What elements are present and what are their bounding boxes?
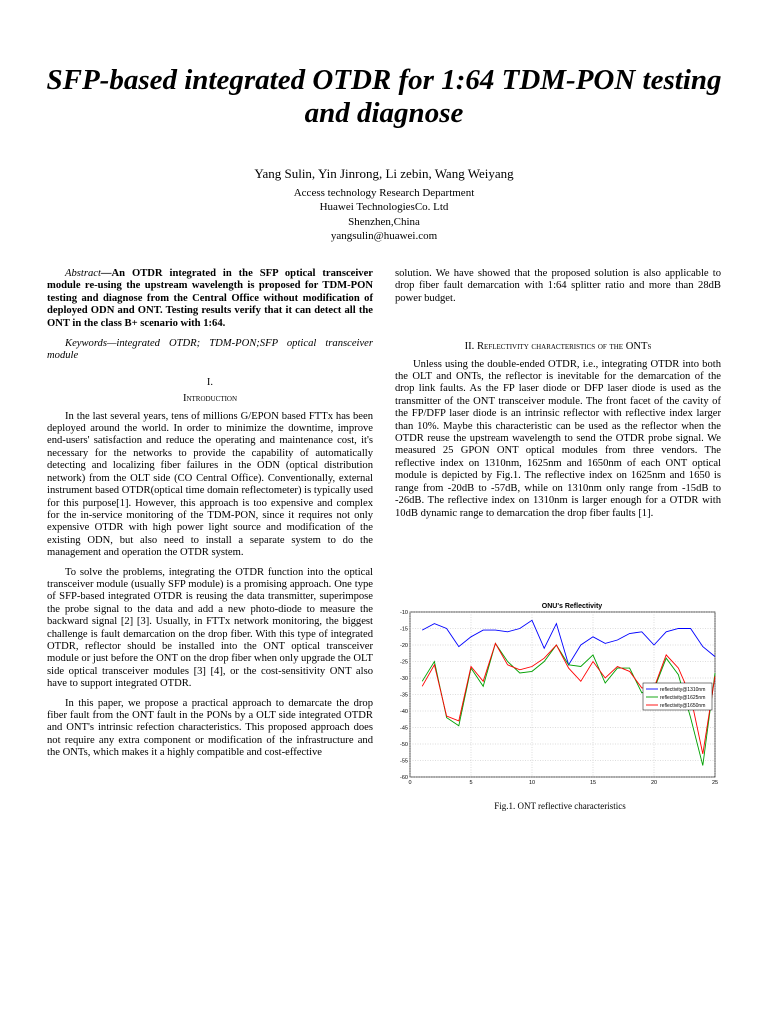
section-1-number: I. [206,376,214,388]
y-tick-label: -15 [400,626,408,633]
section-2-heading: Reflectivity characteristics of the ONTs [476,341,652,353]
affiliation-company: Huawei TechnologiesCo. Ltd [319,201,449,214]
y-tick-label: -40 [400,709,408,715]
section-1-paragraph-3: In this paper, we propose a practical approach to demarcate the drop fiber fault from the ONT fault in the PONs by a OLT side integrated OTDR and ONT's intrinsic refection characteristics. This proposed approach does not require any extra component or modification of the infrastructure and the ONTs, which makes it a highly compatible and cost-effective [47,697,373,759]
x-tick-label: 10 [528,780,536,786]
y-tick-label: -45 [400,725,408,732]
section-2-number: II. [464,341,475,353]
keywords: Keywords—integrated OTDR; TDM-PON;SFP optical transceiver module [47,338,373,362]
abstract-text: —An OTDR integrated in the SFP optical transceiver module re-using the upstream wavelength is proposed for TDM-PON testing and diagnose from the Central Office without modification of deployed ODN and ONT. Testing results verify that it can detect all the ONT in the class B+ scenario with 1:64. [47,268,373,329]
y-tick-label: -55 [400,758,408,765]
section-1-paragraph-2: To solve the problems, integrating the OTDR function into the optical transceiver module (usually SFP module) is a promising approach. One type of SFP-based integrated OTDR is reusing the data transmitter, superimpose the probe signal to the data and add a new photo-diode to measure the backward signal [2] [3]. Usually, in FTTx network monitoring, the biggest challenge is fault demarcation on the drop fiber. With this type of integrated OTDR, reflector should be installed into the ONT optical transceiver module or just before the ONT on the drop fiber when only upgrade the OLT side optical transceiver modules [3] [4], or the cost-sensitivity ONT also have to support integrated OTDR. [47,566,373,690]
reflectivity-chart [395,598,725,788]
abstract [47,268,373,330]
chart-title: ONU's Reflectivity [541,603,603,610]
chart-legend [643,683,712,710]
right-intro-paragraph: solution. We have showed that the proposed solution is also applicable to drop fiber fault demarcation with 1:64 splitter ratio and more than 28dB power budget. [395,268,721,304]
y-tick-label: -25 [400,659,408,666]
x-tick-label: 5 [469,780,473,786]
legend-label: reflectivity@1625nm [660,695,706,701]
abstract-label: Abstract [65,268,101,279]
figure-1 [395,598,725,788]
x-tick-label: 20 [650,780,658,786]
section-2-paragraph: Unless using the double-ended OTDR, i.e., integrating OTDR into both the OLT and ONTs, the reflector is inevitable for the demarcation of the drop link faults. As the FP laser diode or DFP laser diode is used as the transmitter of the ONT transceiver module. The front facet of the cavity of the FP/DFP laser diode is an intrinsic reflector with reflective index larger than 10%. Maybe this characteristic can be used as the reflector when the OTDR reuse the upstream wavelength to send the OTDR probe signal. We measured 25 GPON ONT optical modules from three vendors. The reflective index on 1310nm, 1625nm and 1650nm of each ONT optical module is depicted by Fig.1. The reflective index on 1625nm and 1650 is range from -20dB to -57dB, while on 1310nm only range from -15dB to -26dB. The reflective index on 1310nm is larger enough for a OTDR with 10dB dynamic range to demarcation the drop fiber faults [1]. [395,358,721,519]
y-tick-label: -35 [400,692,408,699]
left-column [47,268,373,760]
section-1-heading: Introduction [182,393,238,405]
y-tick-label: -10 [400,610,408,616]
right-column [395,268,721,520]
affiliation-department: Access technology Research Department [293,187,475,199]
section-2-heading-line [395,341,721,353]
figure-caption: Fig.1. ONT reflective characteristics [494,801,626,811]
y-tick-label: -50 [400,742,408,748]
x-tick-label: 25 [711,780,719,786]
section-1-paragraph-1: In the last several years, tens of millions G/EPON based FTTx has been deployed around the world. In order to minimize the downtime, improve end-users' satisfaction and reduce the operating and maintenance cost, it's necessary for the networks to provide the capability of automatically detecting and localizing fiber failures in the ODN (optical distribution network) from the OLT side (CO Central Office). Conventionally, external instrument based OTDR(optical time domain reflectometer) is typically used for this purpose[1]. However, this approach is too expensive and complex for the in-service monitoring of the TDM-PON, since it requires not only expensive OTDR with high power light source and modification of the existing ODN, but also need to install a separate system to do the management and operation the OTDR system. [47,410,373,559]
legend-label: reflectivity@1650nm [660,703,706,709]
y-tick-label: -60 [400,775,408,781]
author-list: Yang Sulin, Yin Jinrong, Li zebin, Wang Weiyang [254,166,514,181]
y-tick-label: -20 [400,643,408,649]
affiliation-block [0,186,768,243]
affiliation-location: Shenzhen,China [348,215,420,228]
y-tick-label: -30 [400,676,408,682]
x-tick-label: 0 [408,780,412,786]
paper-title: SFP-based integrated OTDR for 1:64 TDM-PON testing and diagnose [46,64,722,129]
affiliation-email: yangsulin@huawei.com [330,229,438,242]
x-tick-label: 15 [589,780,597,786]
legend-label: reflectivity@1310nm [660,687,706,693]
